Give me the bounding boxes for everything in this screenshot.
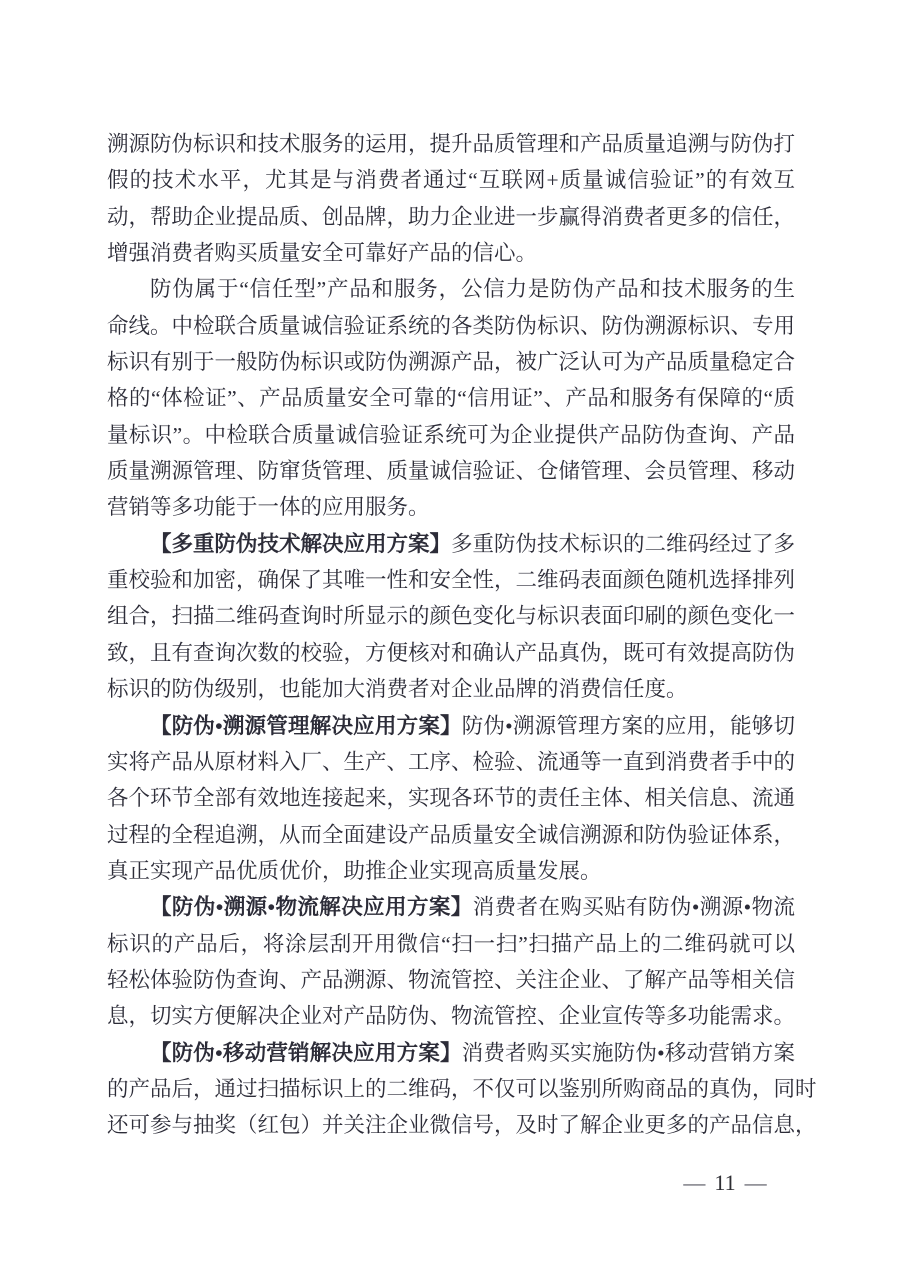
section-header: 【防伪•溯源•物流解决应用方案】 (150, 895, 473, 920)
text-line: 防伪属于“信任型”产品和服务，公信力是防伪产品和技术服务的生 (150, 277, 795, 302)
paragraph (107, 1035, 817, 1144)
text-line: 量标识”。中检联合质量诚信验证系统可为企业提供产品防伪查询、产品 (107, 422, 795, 447)
text-line: 的产品后，通过扫描标识上的二维码，不仅可以鉴别所购商品的真伪，同时 (107, 1076, 817, 1101)
text-line: 还可参与抽奖（红包）并关注企业微信号，及时了解企业更多的产品信息， (107, 1113, 817, 1138)
paragraph (107, 526, 795, 708)
text-block (107, 126, 817, 1144)
page-number-value: 11 (714, 1170, 736, 1195)
text-line: 实将产品从原材料入厂、生产、工序、检验、流通等一直到消费者手中的 (107, 749, 796, 774)
text-line: 重校验和加密，确保了其唯一性和安全性，二维码表面颜色随机选择排列 (107, 568, 796, 593)
page-number (655, 1168, 795, 1198)
text-line: 【防伪•溯源•物流解决应用方案】消费者在购买贴有防伪•溯源•物流 (150, 895, 795, 920)
text-line: 组合，扫描二维码查询时所显示的颜色变化与标识表面印刷的颜色变化一 (107, 604, 796, 629)
text-line: 【防伪•溯源管理解决应用方案】防伪•溯源管理方案的应用，能够切 (150, 713, 795, 738)
text-line: 标识的产品后，将涂层刮开用微信“扫一扫”扫描产品上的二维码就可以 (107, 931, 795, 956)
text-line: 过程的全程追溯，从而全面建设产品质量安全诚信溯源和防伪验证体系， (107, 822, 796, 847)
text-line: 增强消费者购买质量安全可靠好产品的信心。 (107, 241, 538, 266)
paragraph (107, 708, 795, 890)
page-number-dash-left: — (683, 1170, 706, 1195)
paragraph (107, 126, 795, 271)
text-line: 各个环节全部有效地连接起来，实现各环节的责任主体、相关信息、流通 (107, 786, 796, 811)
text-line: 息，切实方便解决企业对产品防伪、物流管控、企业宣传等多功能需求。 (107, 1004, 796, 1029)
text-line: 【多重防伪技术解决应用方案】多重防伪技术标识的二维码经过了多 (150, 531, 796, 556)
text-line: 标识有别于一般防伪标识或防伪溯源产品，被广泛认可为产品质量稳定合 (107, 350, 796, 375)
text-line: 致，且有查询次数的校验，方便核对和确认产品真伪，既可有效提高防伪 (107, 640, 796, 665)
text-line: 轻松体验防伪查询、产品溯源、物流管控、关注企业、了解产品等相关信 (107, 967, 796, 992)
section-header: 【防伪•溯源管理解决应用方案】 (150, 713, 462, 738)
text-line: 真正实现产品优质优价，助推企业实现高质量发展。 (107, 858, 602, 883)
text-line: 格的“体检证”、产品质量安全可靠的“信用证”、产品和服务有保障的“质 (107, 386, 795, 411)
text-line: 【防伪•移动营销解决应用方案】消费者购买实施防伪•移动营销方案 (150, 1040, 795, 1065)
text-line: 溯源防伪标识和技术服务的运用，提升品质管理和产品质量追溯与防伪打 (107, 132, 796, 156)
paragraph (107, 889, 795, 1034)
paragraph (107, 271, 795, 525)
section-header: 【防伪•移动营销解决应用方案】 (150, 1040, 462, 1065)
text-line: 动，帮助企业提品质、创品牌，助力企业进一步赢得消费者更多的信任， (107, 204, 796, 229)
page-number-dash-right: — (744, 1170, 767, 1195)
text-line: 假的技术水平，尤其是与消费者通过“互联网+质量诚信验证”的有效互 (107, 168, 795, 193)
section-header: 【多重防伪技术解决应用方案】 (150, 531, 452, 556)
text-line: 质量溯源管理、防窜货管理、质量诚信验证、仓储管理、会员管理、移动 (107, 459, 796, 484)
text-line: 标识的防伪级别，也能加大消费者对企业品牌的消费信任度。 (107, 677, 688, 702)
text-line: 命线。中检联合质量诚信验证系统的各类防伪标识、防伪溯源标识、专用 (107, 313, 796, 338)
text-line: 营销等多功能于一体的应用服务。 (107, 495, 430, 520)
